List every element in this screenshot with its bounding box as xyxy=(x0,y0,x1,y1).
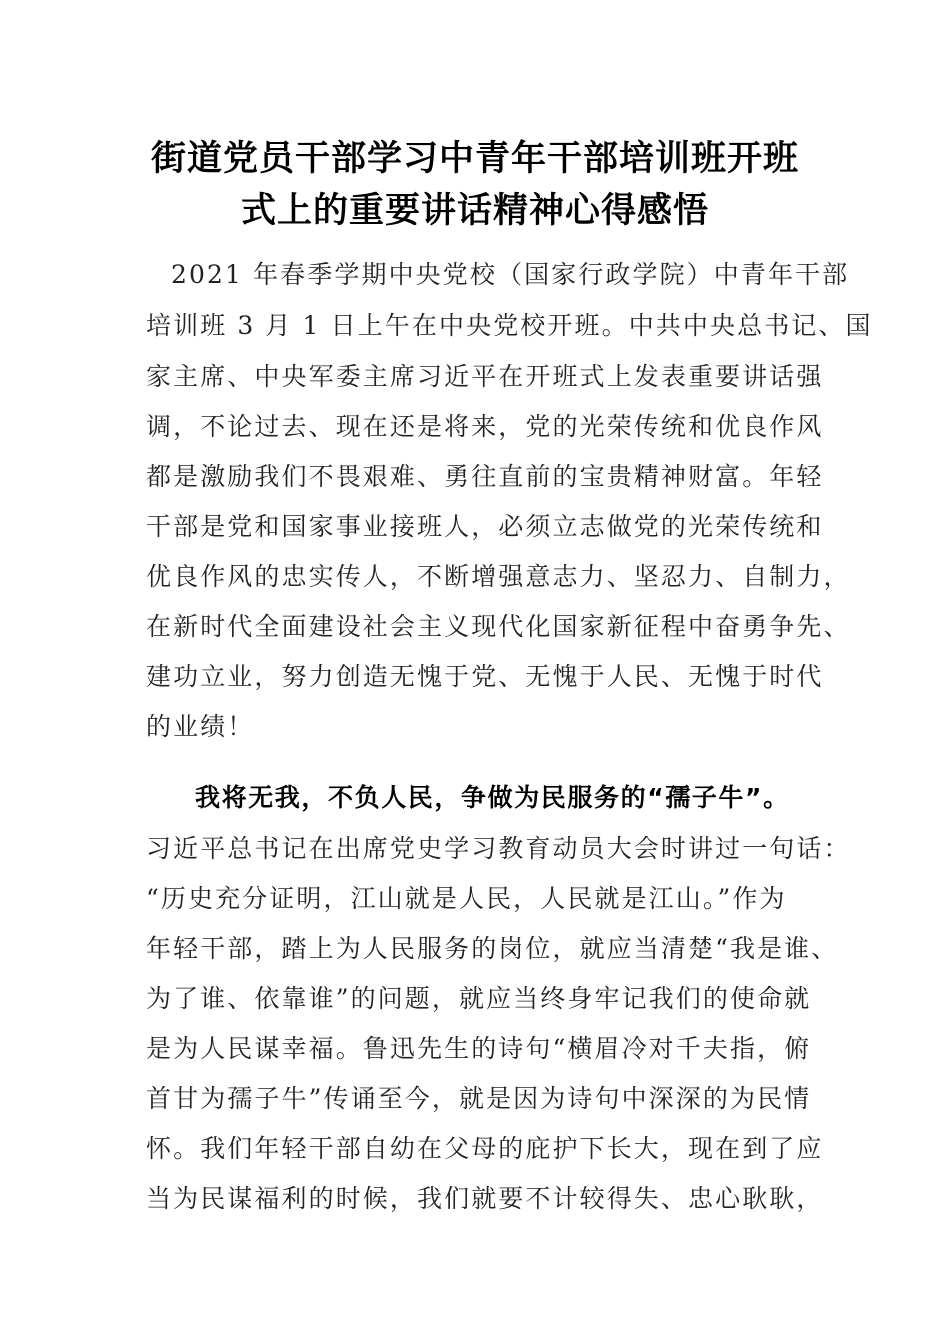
paragraph-1-line-3: 家主席、中央军委主席习近平在开班式上发表重要讲话强 xyxy=(146,362,824,391)
paragraph-1-line-9: 建功立业，努力创造无愧于党、无愧于人民、无愧于时代 xyxy=(146,662,824,691)
paragraph-1-line-10: 的业绩！ xyxy=(146,712,255,741)
paragraph-2-line-4: 为了谁、依靠谁”的问题，就应当终身牢记我们的使命就 xyxy=(146,984,812,1013)
paragraph-1-line-6: 干部是党和国家事业接班人，必须立志做党的光荣传统和 xyxy=(146,512,824,541)
section-heading: 我将无我，不负人民，争做为民服务的“孺子牛”。 xyxy=(195,783,790,812)
paragraph-2-line-8: 当为民谋福利的时候，我们就要不计较得失、忠心耿耿， xyxy=(146,1184,824,1213)
paragraph-1-line-5: 都是激励我们不畏艰难、勇往直前的宝贵精神财富。年轻 xyxy=(146,462,824,491)
paragraph-2-line-5: 是为人民谋幸福。鲁迅先生的诗句“横眉冷对千夫指，俯 xyxy=(146,1034,812,1063)
paragraph-2-line-2: “历史充分证明，江山就是人民，人民就是江山。”作为 xyxy=(146,884,787,913)
paragraph-1-line-7: 优良作风的忠实传人，不断增强意志力、坚忍力、自制力， xyxy=(146,562,851,591)
paragraph-2-line-6: 首甘为孺子牛”传诵至今，就是因为诗句中深深的为民情 xyxy=(146,1084,812,1113)
paragraph-1-line-1: 2021 年春季学期中央党校（国家行政学院）中青年干部 xyxy=(171,260,850,289)
paragraph-1-line-4: 调，不论过去、现在还是将来，党的光荣传统和优良作风 xyxy=(146,412,824,441)
paragraph-1-line-8: 在新时代全面建设社会主义现代化国家新征程中奋勇争先、 xyxy=(146,612,851,641)
paragraph-2-line-7: 怀。我们年轻干部自幼在父母的庇护下长大，现在到了应 xyxy=(146,1134,824,1163)
document-title-line-1: 街道党员干部学习中青年干部培训班开班 xyxy=(150,139,799,179)
paragraph-2-line-1: 习近平总书记在出席党史学习教育动员大会时讲过一句话： xyxy=(146,834,851,863)
paragraph-1-line-2: 培训班 3 月 1 日上午在中央党校开班。中共中央总书记、国 xyxy=(146,311,873,340)
paragraph-2-line-3: 年轻干部，踏上为人民服务的岗位，就应当清楚“我是谁、 xyxy=(146,934,839,963)
document-title-line-2: 式上的重要讲话精神心得感悟 xyxy=(240,191,709,231)
